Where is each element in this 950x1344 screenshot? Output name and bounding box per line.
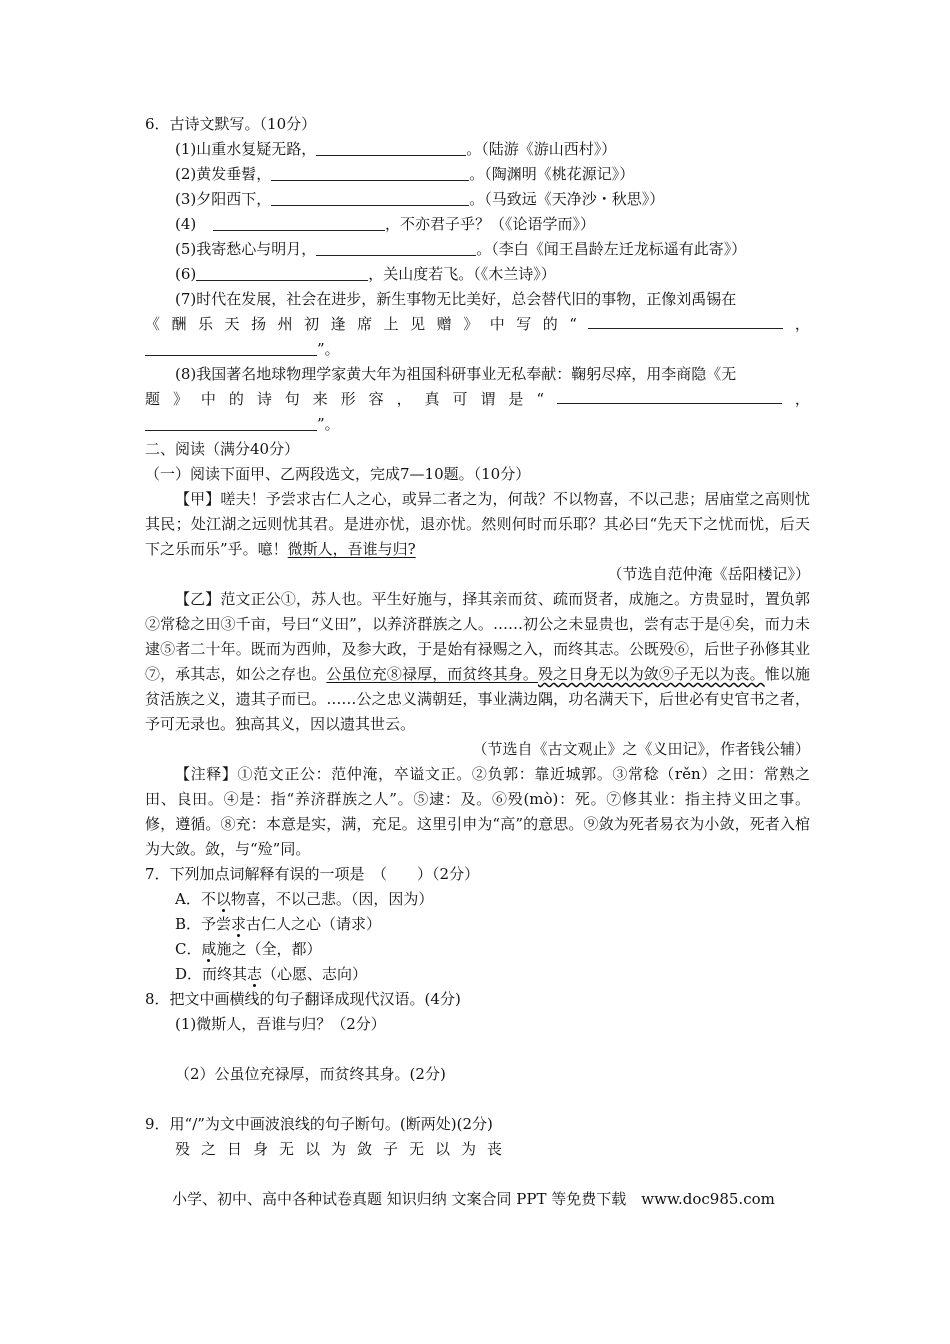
q7-option-d[interactable]: D．而终其志（心愿、志向） (175, 965, 368, 983)
underlined-sentence: 微斯人，吾谁与归? (287, 540, 416, 558)
answer-blank[interactable] (588, 312, 783, 329)
q8-sub1: (1)微斯人，吾谁与归？（2分） (175, 1015, 386, 1033)
q6-item-6: (6) ，关山度若飞。（《木兰诗》） (175, 265, 556, 283)
footer-text: 小学、初中、高中各种试卷真题 知识归纳 文案合同 PPT 等免费下载 www.doc985.com (172, 1190, 775, 1208)
q6-item-8-line2: 题 》 中 的 诗 句 来 形 容 ， 真 可 谓 是 “ ， (145, 387, 810, 412)
q6-item-7-line2: 《 酬 乐 天 扬 州 初 逢 席 上 见 赠 》 中 写 的 “ ， (145, 312, 810, 337)
answer-blank[interactable] (196, 264, 368, 281)
notes: 【注释】①范文正公：范仲淹，卒谥文正。②负郭：靠近城郭。③常稔（rěn）之田：常熟之田、良田。④是：指“养济群族之人”。⑤逮：及。⑥殁(mò)：死。⑦修其业：指主持义田之事。修，遵循。⑧充：本意是实，满，充足。这里引申为“高”的意思。⑨敛为死者易衣为小敛，死者入棺为大敛。敛，与“殓”同。 (145, 765, 810, 858)
q6-title: 6．古诗文默写。（10分） (145, 115, 317, 133)
q7-option-c[interactable]: C．咸施之（全，都） (175, 940, 322, 958)
wavy-sentence: 殁之日身无以为敛⑨子无以为丧。 (538, 665, 765, 683)
q6-item-8-line1: (8)我国著名地球物理学家黄大年为祖国科研事业无私奉献：鞠躬尽瘁，用李商隐《无 (175, 365, 737, 383)
q6-item-4: (4) ，不亦君子乎？（《论语学而》） (175, 215, 596, 233)
answer-blank[interactable] (316, 139, 466, 156)
q6-item-7-line1: (7)时代在发展，社会在进步，新生事物无比美好，总会替代旧的事物，正像刘禹锡在 (175, 290, 737, 308)
answer-blank[interactable] (557, 387, 782, 404)
q6-item-7-line3: ”。 (145, 337, 810, 362)
exam-page (145, 112, 810, 1162)
answer-blank[interactable] (145, 414, 317, 431)
answer-blank[interactable] (213, 214, 385, 231)
answer-blank[interactable] (145, 339, 317, 356)
passage-jia: 【甲】嗟夫！予尝求古仁人之心，或异二者之为，何哉？不以物喜，不以己悲；居庙堂之高则忧其民；处江湖之远则忧其君。是进亦忧，退亦忧。然则何时而乐耶？其必曰“先天下之忧而忧，后天下之乐而乐”乎。噫！微斯人，吾谁与归? (145, 490, 810, 558)
q6-item-2: (2)黄发垂髫， 。（陶渊明《桃花源记》） (175, 165, 635, 183)
answer-space[interactable] (145, 1037, 810, 1062)
passage-yi-source: （节选自《古文观止》之《义田记》，作者钱公辅） (472, 740, 810, 758)
underlined-sentence: 公虽位充⑧禄厚，而贫终其身。 (326, 665, 538, 683)
passage-yi: 【乙】范文正公①，苏人也。平生好施与，择其亲而贫、疏而贤者，成施之。方贵显时，置负郭②常稔之田③千亩，号曰“义田”，以养济群族之人。……初公之未显贵也，尝有志于是④矣，而力未逮⑤者二十年。既而为西帅，及参大政，于是始有禄赐之入，而终其志。公既殁⑥，后世子孙修其业⑦，承其志，如公之存也。公虽位充⑧禄厚，而贫终其身。殁之日身无以为敛⑨子无以为丧。惟以施贫活族之义，遗其子而已。……公之忠义满朝廷，事业满边隅，功名满天下，后世必有史官书之者，予可无录也。独高其义，因以遗其世云。 (145, 590, 810, 733)
q8-sub2: （2）公虽位充禄厚，而贫终其身。(2分) (175, 1065, 446, 1083)
q8-title: 8．把文中画横线的句子翻译成现代汉语。(4分) (145, 990, 461, 1008)
q9-title: 9．用“/”为文中画波浪线的句子断句。(断两处)(2分) (145, 1115, 493, 1133)
q7-option-a[interactable]: A．不以物喜，不以己悲。（因，因为） (175, 890, 434, 908)
q6-item-5: (5)我寄愁心与明月， 。（李白《闻王昌龄左迁龙标遥有此寄》） (175, 240, 747, 258)
section2-title: 二、阅读（满分40分） (145, 440, 300, 458)
answer-blank[interactable] (316, 239, 476, 256)
answer-space[interactable] (145, 1087, 810, 1112)
q6-item-1: (1)山重水复疑无路， 。（陆游《游山西村》） (175, 140, 617, 158)
q6-item-3: (3)夕阳西下， 。（马致远《天净沙・秋思》） (175, 190, 665, 208)
passage-jia-source: （节选自范仲淹《岳阳楼记》） (607, 565, 810, 583)
part1-title: （一）阅读下面甲、乙两段选文，完成7—10题。（10分） (145, 465, 531, 483)
answer-blank[interactable] (271, 164, 469, 181)
answer-blank[interactable] (271, 189, 469, 206)
q9-sentence[interactable]: 殁之日身无以为敛子无以为丧 (175, 1140, 514, 1158)
q6-item-8-line3: ”。 (145, 412, 810, 437)
q7-title: 7．下列加点词解释有误的一项是 （ ）（2分） (145, 865, 480, 883)
q7-option-b[interactable]: B．予尝求古仁人之心（请求） (175, 915, 382, 933)
